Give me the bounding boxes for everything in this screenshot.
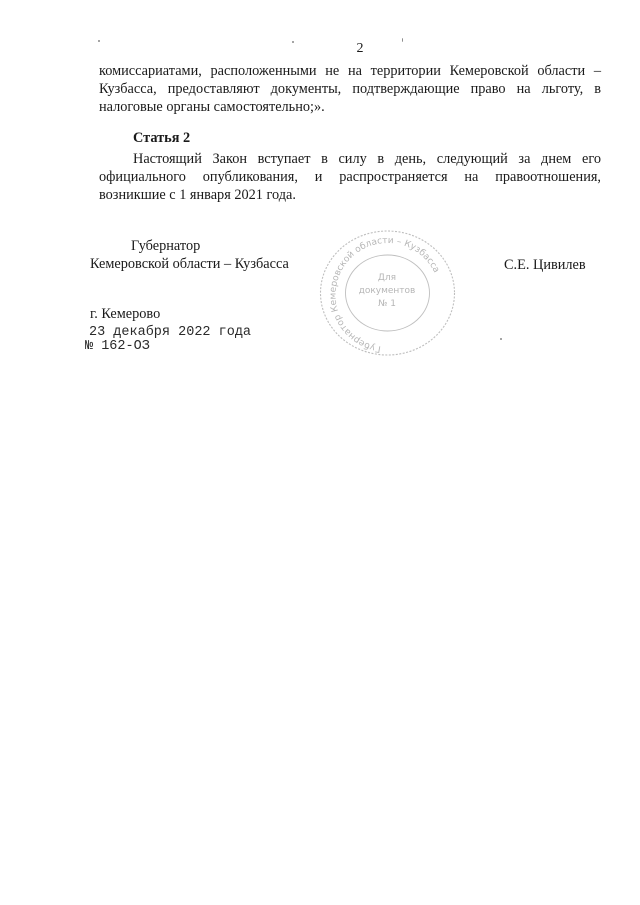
article-body bbox=[99, 150, 601, 204]
seal-inner-line: Для bbox=[377, 273, 397, 283]
scan-speck bbox=[500, 338, 502, 340]
signer-name: С.Е. Цивилев bbox=[504, 257, 586, 273]
governor-region: Кемеровской области – Кузбасса bbox=[90, 256, 289, 272]
paragraph-continuation bbox=[99, 62, 601, 116]
seal-inner-line: документов bbox=[358, 286, 416, 296]
scan-speck bbox=[402, 38, 403, 42]
paragraph-line: Кузбасса, предоставляют документы, подтверждающие право на льготу, в bbox=[99, 81, 601, 97]
article-line: возникшие с 1 января 2021 года. bbox=[99, 187, 296, 203]
article-heading: Статья 2 bbox=[133, 130, 191, 146]
law-date: 23 декабря 2022 года bbox=[89, 325, 252, 340]
seal-inner-line: № 1 bbox=[378, 299, 396, 309]
scan-speck bbox=[292, 41, 294, 43]
scan-speck bbox=[98, 40, 100, 42]
paragraph-line: налоговые органы самостоятельно;». bbox=[99, 99, 325, 115]
city-name: г. Кемерово bbox=[90, 306, 161, 322]
law-number: № 162-ОЗ bbox=[85, 339, 150, 354]
official-seal-stamp bbox=[315, 225, 460, 360]
article-line: официального опубликования, и распространяется на правоотношения, bbox=[99, 169, 601, 185]
page-number: 2 bbox=[356, 41, 364, 56]
paragraph-line: комиссариатами, расположенными не на территории Кемеровской области – bbox=[99, 63, 601, 79]
article-line: Настоящий Закон вступает в силу в день, следующий за днем его bbox=[133, 151, 601, 167]
seal-outer-text: Губернатор Кемеровской области – Кузбасса bbox=[328, 235, 442, 354]
governor-title: Губернатор bbox=[131, 238, 201, 254]
